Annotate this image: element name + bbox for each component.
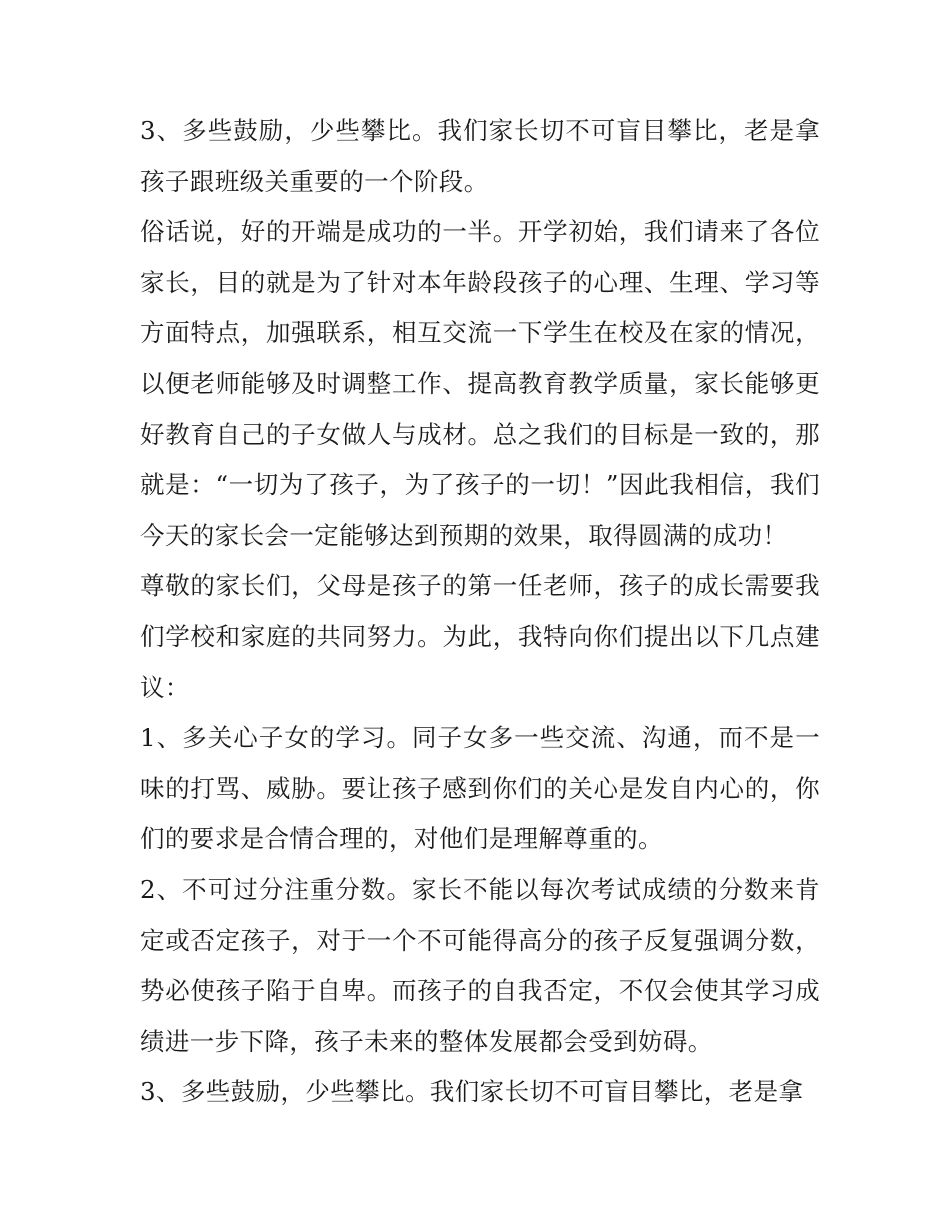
paragraph-2: 俗话说，好的开端是成功的一半。开学初始，我们请来了各位家长，目的就是为了针对本年龄段孩子的心理、生理、学习等方面特点，加强联系，相互交流一下学生在校及在家的情况，以便老师能够及时调整工作、提高教育教学质量，家长能够更好教育自己的子女做人与成材。总之我们的目标是一致的，那就是：“一切为了孩子，为了孩子的一切！”因此我相信，我们今天的家长会一定能够达到预期的效果，取得圆满的成功！: [140, 217, 820, 550]
paragraph-5: 2、不可过分注重分数。家长不能以每次考试成绩的分数来肯定或否定孩子，对于一个不可能得高分的孩子反复强调分数，势必使孩子陷于自卑。而孩子的自我否定，不仅会使其学习成绩进一步下降，孩子未来的整体发展都会受到妨碍。: [140, 874, 820, 1056]
paragraph-6: 3、多些鼓励，少些攀比。我们家长切不可盲目攀比，老是拿: [140, 1077, 804, 1107]
paragraph-3: 尊敬的家长们，父母是孩子的第一任老师，孩子的成长需要我们学校和家庭的共同努力。为此，我特向你们提出以下几点建议：: [140, 571, 820, 702]
paragraph-4: 1、多关心子女的学习。同子女多一些交流、沟通，而不是一味的打骂、威胁。要让孩子感到你们的关心是发自内心的，你们的要求是合情合理的，对他们是理解尊重的。: [140, 723, 820, 854]
document-body: [140, 106, 820, 1118]
paragraph-1: 3、多些鼓励，少些攀比。我们家长切不可盲目攀比，老是拿孩子跟班级关重要的一个阶段。: [140, 116, 820, 196]
